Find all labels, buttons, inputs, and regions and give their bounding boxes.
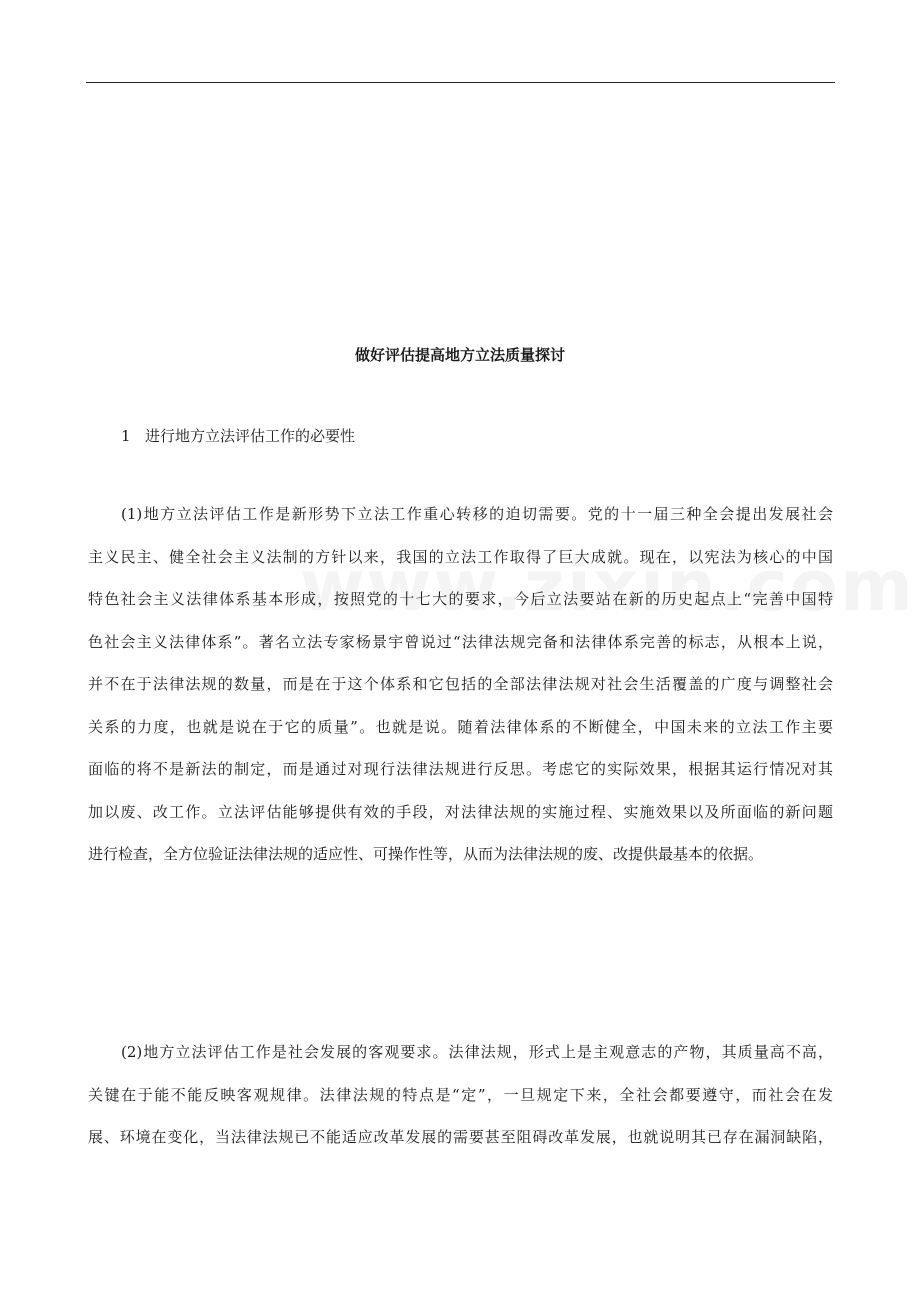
paragraph-line: 加以废、改工作。立法评估能够提供有效的手段，对法律法规的实施过程、实施效果以及所面临的新问题 xyxy=(88,802,833,821)
paragraph-line: 面临的将不是新法的制定，而是通过对现行法律法规进行反思。考虑它的实际效果，根据其运行情况对其 xyxy=(88,760,833,778)
section-heading-text: 进行地方立法评估工作的必要性 xyxy=(145,427,356,445)
paragraph-line: 关系的力度，也就是说在于它的质量”。也就是说。随着法律体系的不断健全，中国未来的立法工作主要 xyxy=(88,717,833,736)
paragraph-line: 色社会主义法律体系”。著名立法专家杨景宇曾说过“法律法规完备和法律体系完善的标志，从根本上说， xyxy=(88,632,833,651)
section-number: 1 xyxy=(121,427,131,445)
paragraph-line: 并不在于法律法规的数量，而是在于这个体系和它包括的全部法律法规对社会生活覆盖的广度与调整社会 xyxy=(88,675,833,693)
paragraph-line: 进行检查，全方位验证法律法规的适应性、可操作性等，从而为法律法规的废、改提供最基本的依据。 xyxy=(88,845,764,863)
paragraph-1 xyxy=(88,503,833,886)
paragraph-line: 关键在于能不能反映客观规律。法律法规的特点是“定”，一旦规定下来，全社会都要遵守，而社会在发 xyxy=(88,1085,833,1104)
paragraph-line: 主义民主、健全社会主义法制的方针以来，我国的立法工作取得了巨大成就。现在，以宪法为核心的中国 xyxy=(88,547,833,566)
document-title: 做好评估提高地方立法质量探讨 xyxy=(354,346,565,364)
paragraph-line: (2)地方立法评估工作是社会发展的客观要求。法律法规，形式上是主观意志的产物，其质量高不高， xyxy=(121,1043,833,1061)
header-rule xyxy=(86,82,835,83)
paragraph-line: (1)地方立法评估工作是新形势下立法工作重心转移的迫切需要。党的十一届三种全会提出发展社会 xyxy=(121,505,833,523)
paragraph-line: 特色社会主义法律体系基本形成，按照党的十七大的要求，今后立法要站在新的历史起点上“完善中国特 xyxy=(88,590,833,608)
paragraph-line: 展、环境在变化，当法律法规已不能适应改革发展的需要甚至阻碍改革发展，也就说明其已存在漏洞缺陷， xyxy=(88,1128,833,1146)
paragraph-2 xyxy=(88,1041,833,1169)
section-heading xyxy=(121,425,355,447)
